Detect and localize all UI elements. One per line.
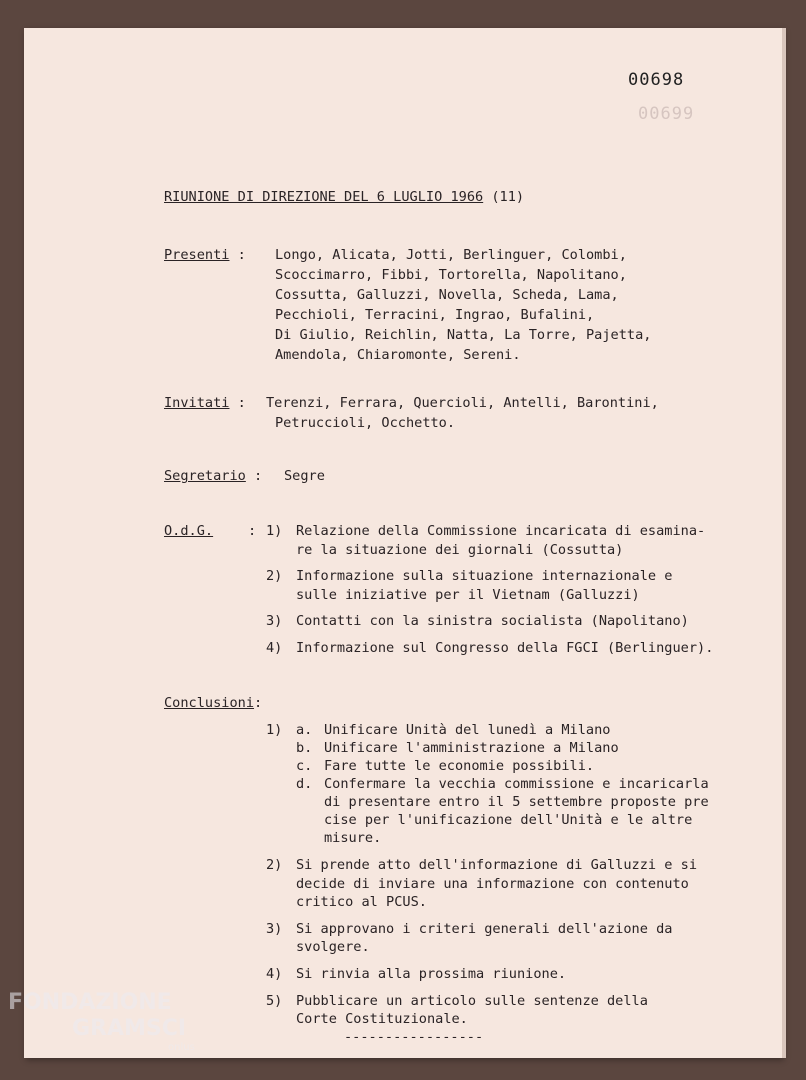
odg-item-number: 4) (266, 640, 283, 656)
conclusioni-item-number: 3) (266, 921, 283, 937)
conclusioni-label: Conclusioni: (164, 695, 263, 711)
conclusioni-sub-letter: a. (296, 722, 313, 738)
presenti-line: Scoccimarro, Fibbi, Tortorella, Napolitano, (275, 267, 627, 283)
segretario-value: Segre (284, 468, 325, 484)
invitati-label: Invitati : (164, 395, 246, 411)
odg-item-number: 3) (266, 613, 283, 629)
conclusioni-item-line: Si approvano i criteri generali dell'azione da (296, 921, 673, 937)
conclusioni-item-number: 2) (266, 857, 283, 873)
watermark-line: onlus (168, 1042, 195, 1053)
conclusioni-sub-line: cise per l'unificazione dell'Unità e le altre (324, 812, 693, 828)
conclusioni-item-line: Si prende atto dell'informazione di Galluzzi e si (296, 857, 698, 873)
conclusioni-item-line: critico al PCUS. (296, 894, 427, 910)
odg-item-line: Relazione della Commissione incaricata di esamina- (296, 523, 706, 539)
conclusioni-item-number: 1) (266, 722, 283, 738)
conclusioni-sub-line: Confermare la vecchia commissione e incaricarla (324, 776, 709, 792)
conclusioni-item-line: Si rinvia alla prossima riunione. (296, 966, 567, 982)
conclusioni-sub-line: di presentare entro il 5 settembre proposte pre (324, 794, 709, 810)
presenti-line: Amendola, Chiaromonte, Sereni. (275, 347, 521, 363)
conclusioni-sub-line: Fare tutte le economie possibili. (324, 758, 595, 774)
odg-label: O.d.G. (164, 523, 214, 539)
presenti-line: Cossutta, Galluzzi, Novella, Scheda, Lama, (275, 287, 619, 303)
closing-rule: ----------------- (344, 1029, 484, 1045)
watermark-line: GRAMSCI (72, 1016, 187, 1041)
odg-item-line: sulle iniziative per il Vietnam (Galluzzi) (296, 587, 640, 603)
fondazione-gramsci-watermark (8, 990, 195, 1054)
conclusioni-sub-letter: b. (296, 740, 313, 756)
conclusioni-sub-letter: c. (296, 758, 313, 774)
conclusioni-sub-line: Unificare Unità del lunedì a Milano (324, 722, 611, 738)
watermark-line: FONDAZIONE (8, 990, 172, 1015)
document-number: 00698 (628, 70, 685, 90)
conclusioni-item-number: 5) (266, 993, 283, 1009)
odg-item-number: 1) (266, 523, 283, 539)
odg-item-number: 2) (266, 568, 283, 584)
invitati-line: Terenzi, Ferrara, Quercioli, Antelli, Barontini, (266, 395, 659, 411)
conclusioni-item-line: Corte Costituzionale. (296, 1011, 468, 1027)
odg-colon: : (248, 523, 257, 539)
conclusioni-sub-letter: d. (296, 776, 313, 792)
odg-item-line: Informazione sulla situazione internazionale e (296, 568, 673, 584)
page-edge (782, 28, 786, 1058)
odg-item-line: Informazione sul Congresso della FGCI (Berlinguer). (296, 640, 714, 656)
conclusioni-item-line: Pubblicare un articolo sulle sentenze della (296, 993, 648, 1009)
invitati-line: Petruccioli, Occhetto. (275, 415, 456, 431)
presenti-line: Di Giulio, Reichlin, Natta, La Torre, Pajetta, (275, 327, 652, 343)
conclusioni-item-line: decide di inviare una informazione con contenuto (296, 876, 689, 892)
presenti-line: Longo, Alicata, Jotti, Berlinguer, Colombi, (275, 247, 627, 263)
conclusioni-sub-line: misure. (324, 830, 382, 846)
conclusioni-sub-line: Unificare l'amministrazione a Milano (324, 740, 619, 756)
conclusioni-item-number: 4) (266, 966, 283, 982)
presenti-line: Pecchioli, Terracini, Ingrao, Bufalini, (275, 307, 595, 323)
odg-item-line: re la situazione dei giornali (Cossutta) (296, 542, 624, 558)
odg-item-line: Contatti con la sinistra socialista (Napolitano) (296, 613, 689, 629)
ghost-number: 00699 (638, 104, 695, 124)
conclusioni-item-line: svolgere. (296, 939, 370, 955)
segretario-label: Segretario : (164, 468, 263, 484)
document-title: RIUNIONE DI DIREZIONE DEL 6 LUGLIO 1966 (11) (164, 189, 525, 205)
presenti-label: Presenti : (164, 247, 246, 263)
